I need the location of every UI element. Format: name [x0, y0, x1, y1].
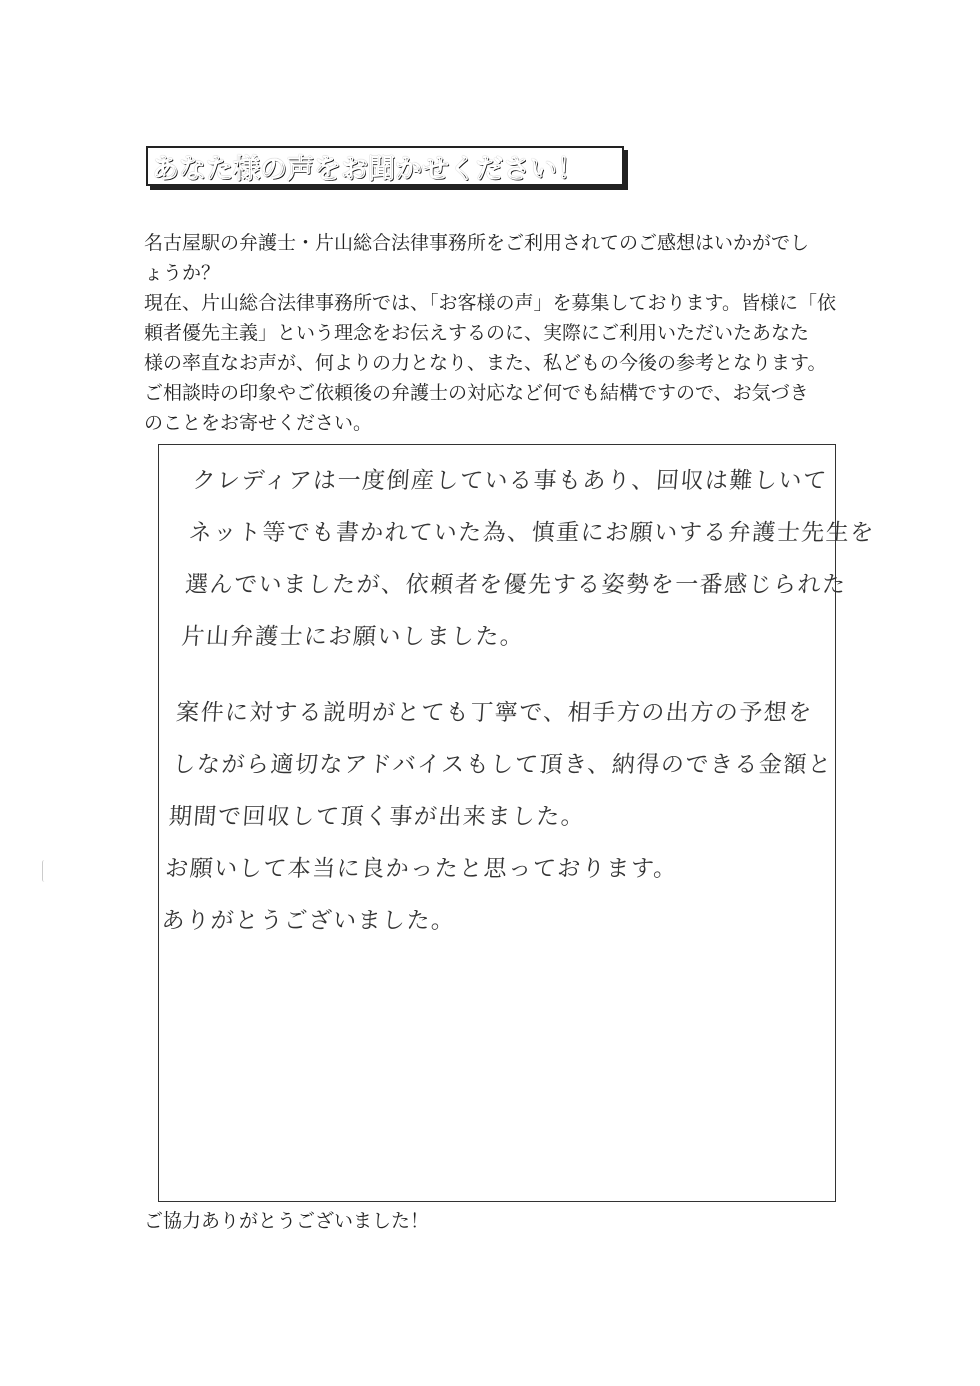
- title-banner: [146, 146, 624, 186]
- intro-line: のことをお寄せください。: [144, 412, 373, 434]
- comment-line: 選んでいましたが、依頼者を優先する姿勢を一番感じられた: [184, 572, 848, 598]
- comment-line: お願いして本当に良かったと思っております。: [164, 856, 679, 882]
- comment-line: 期間で回収して頂く事が出来ました。: [167, 804, 587, 830]
- intro-line: 現在、片山総合法律事務所では、「お客様の声」を募集しております。皆様に「依: [144, 292, 836, 314]
- handwritten-comment-box: [158, 444, 876, 1202]
- comment-line: 案件に対する説明がとても丁寧で、相手方の出方の予想を: [175, 700, 814, 726]
- comment-line: しながら適切なアドバイスもして頂き、納得のできる金額と: [171, 752, 834, 778]
- intro-line: 名古屋駅の弁護士・片山総合法律事務所をご利用されてのご感想はいかがでし: [144, 232, 810, 254]
- intro-line: 様の率直なお声が、何よりの力となり、また、私どもの今後の参考となります。: [144, 352, 827, 374]
- intro-line: ょうか？: [144, 262, 221, 284]
- intro-line: 頼者優先主義」という理念をお伝えするのに、実際にご利用いただいたあなた: [144, 322, 810, 344]
- comment-line: ありがとうございました。: [160, 908, 457, 934]
- scan-mark: [42, 860, 47, 882]
- handwritten-comment: [160, 455, 876, 947]
- comment-line: クレディアは一度倒産している事もあり、回収は難しいて: [191, 468, 829, 494]
- comment-line: ネット等でも書かれていた為、慎重にお願いする弁護士先生を: [187, 520, 876, 546]
- thanks-message: ご協力ありがとうございました！: [144, 1210, 430, 1232]
- comment-line: 片山弁護士にお願いしました。: [180, 624, 526, 650]
- page-title: あなた様の声をお聞かせください！: [152, 153, 584, 185]
- intro-paragraph: [144, 228, 864, 438]
- intro-line: ご相談時の印象やご依頼後の弁護士の対応など何でも結構ですので、お気づき: [144, 382, 809, 404]
